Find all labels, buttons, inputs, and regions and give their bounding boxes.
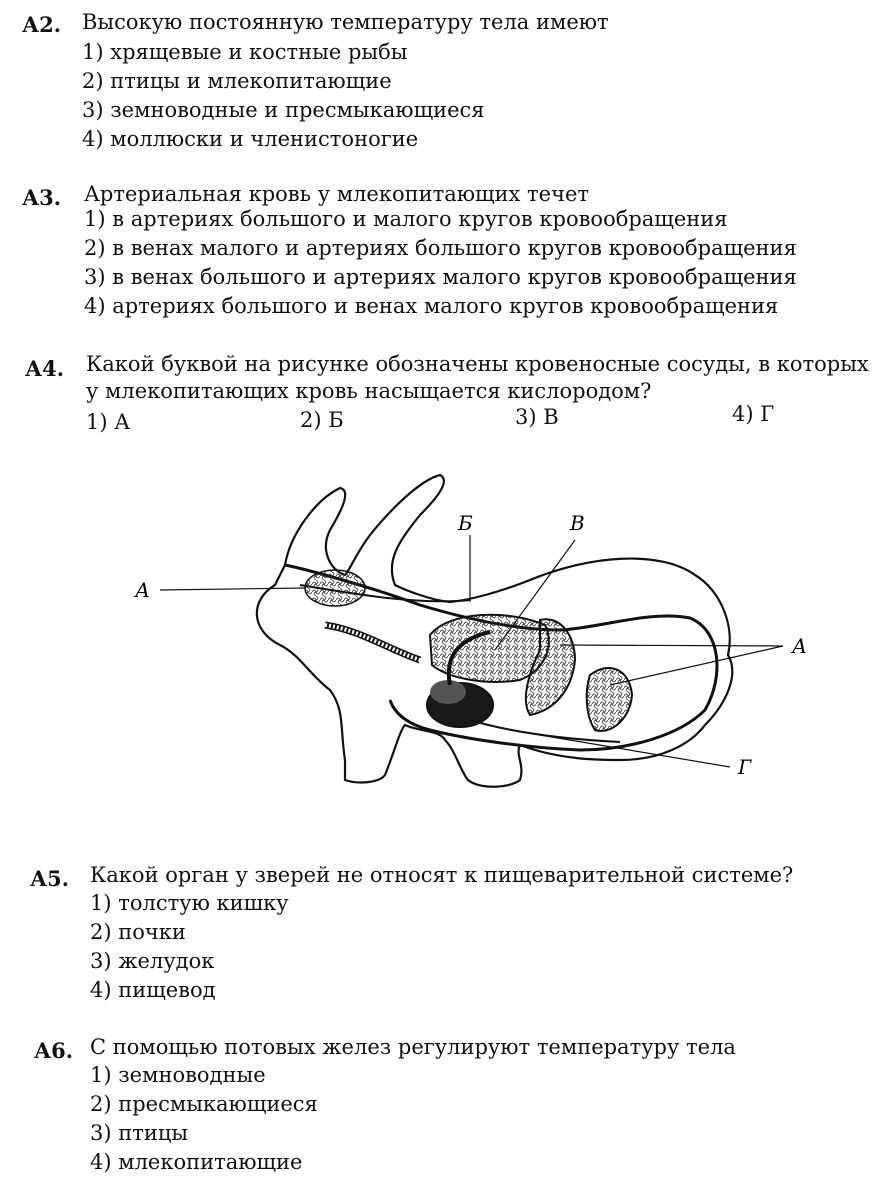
answer-option[interactable]: 4) артериях большого и венах малого кругов кровообращения	[84, 294, 779, 318]
answer-option[interactable]: 3) В	[515, 405, 559, 429]
question-text: Высокую постоянную температуру тела имеют	[82, 10, 609, 34]
question-text: Артериальная кровь у млекопитающих течет	[84, 182, 590, 206]
question-text-line1: Какой буквой на рисунке обозначены кровеносные сосуды, в которых	[86, 352, 869, 376]
answer-option[interactable]: 1) земноводные	[90, 1063, 266, 1087]
answer-option[interactable]: 2) Б	[300, 408, 344, 432]
answer-option[interactable]: 4) пищевод	[90, 978, 216, 1002]
answer-option[interactable]: 2) почки	[90, 920, 186, 944]
question-text: С помощью потовых желез регулируют температуру тела	[90, 1035, 736, 1059]
answer-option[interactable]: 1) хрящевые и костные рыбы	[82, 40, 408, 64]
label-a-left: А	[135, 578, 151, 602]
question-number: А2.	[22, 12, 62, 37]
question-number: А6.	[34, 1038, 74, 1063]
question-number: А4.	[25, 356, 65, 381]
rabbit-circulation-figure	[0, 460, 895, 850]
answer-option[interactable]: 3) земноводные и пресмыкающиеся	[82, 98, 485, 122]
label-a-right: А	[792, 634, 808, 658]
answer-option[interactable]: 3) птицы	[90, 1121, 189, 1145]
question-text-line2: у млекопитающих кровь насыщается кислородом?	[86, 379, 652, 403]
answer-option[interactable]: 2) птицы и млекопитающие	[82, 69, 392, 93]
answer-option[interactable]: 3) в венах большого и артериях малого кругов кровообращения	[84, 265, 797, 289]
answer-option[interactable]: 4) моллюски и членистоногие	[82, 127, 419, 151]
question-number: А3.	[22, 185, 62, 210]
answer-option[interactable]: 1) А	[86, 410, 131, 434]
answer-option[interactable]: 4) млекопитающие	[90, 1150, 303, 1174]
question-number: А5.	[30, 866, 70, 891]
answer-option[interactable]: 2) пресмыкающиеся	[90, 1092, 318, 1116]
label-b: Б	[458, 511, 473, 535]
answer-option[interactable]: 3) желудок	[90, 949, 215, 973]
answer-option[interactable]: 4) Г	[732, 402, 775, 426]
answer-option[interactable]: 2) в венах малого и артериях большого кругов кровообращения	[84, 236, 797, 260]
answer-option[interactable]: 1) толстую кишку	[90, 891, 289, 915]
question-text: Какой орган у зверей не относят к пищеварительной системе?	[90, 863, 794, 887]
answer-option[interactable]: 1) в артериях большого и малого кругов кровообращения	[84, 207, 728, 231]
label-v: В	[570, 511, 585, 535]
label-g: Г	[738, 755, 752, 779]
